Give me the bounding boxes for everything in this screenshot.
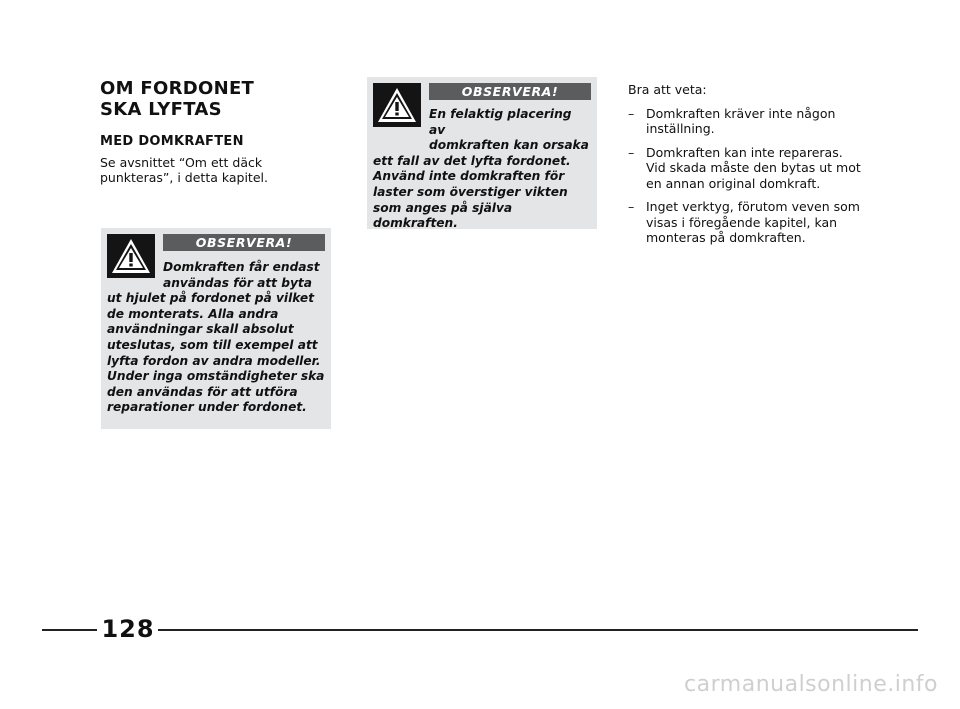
warning-line: ett fall av det lyfta fordonet. xyxy=(373,153,571,168)
warning-line: lyfta fordon av andra modeller. xyxy=(107,353,321,368)
warning-triangle-icon xyxy=(373,83,421,127)
list-item-line: Domkraften kräver inte någon xyxy=(646,105,836,121)
footer-rule-right xyxy=(158,629,918,631)
list-item-line: Inget verktyg, förutom veven som xyxy=(646,199,860,214)
dash-bullet: – xyxy=(628,105,635,121)
warning-line: de monterats. Alla andra xyxy=(107,306,279,321)
warning-line: En felaktig placering av xyxy=(429,107,572,137)
list-item xyxy=(628,145,868,192)
section-title xyxy=(100,78,335,120)
dash-bullet: – xyxy=(628,144,635,160)
warning-line: användas för att byta xyxy=(163,275,312,290)
footer-rule-left xyxy=(42,629,97,631)
info-intro: Bra att veta: xyxy=(628,82,707,97)
title-line-1: OM FORDONET xyxy=(100,78,255,99)
list-item xyxy=(628,106,868,137)
warning-line: den användas för att utföra xyxy=(107,384,298,399)
title-line-2: SKA LYFTAS xyxy=(100,99,222,120)
warning-line: laster som överstiger vikten xyxy=(373,184,568,199)
warning-line: domkraften kan orsaka xyxy=(429,138,589,153)
warning-label: OBSERVERA! xyxy=(429,83,591,100)
section-intro xyxy=(100,78,335,185)
warning-line: domkraften. xyxy=(373,216,458,231)
info-section xyxy=(628,82,868,254)
warning-line: Använd inte domkraften för xyxy=(373,169,565,184)
watermark: carmanualsonline.info xyxy=(684,672,938,697)
warning-label: OBSERVERA! xyxy=(163,234,325,251)
warning-line: Under inga omständigheter ska xyxy=(107,369,325,384)
warning-line: användningar skall absolut xyxy=(107,322,294,337)
list-item-line: inställning. xyxy=(646,121,715,136)
body-line-1: Se avsnittet “Om ett däck xyxy=(100,155,263,170)
list-item xyxy=(628,199,868,246)
warning-box-1 xyxy=(101,228,331,429)
list-item-line: Vid skada måste den bytas ut mot xyxy=(646,160,861,175)
warning-box-2 xyxy=(367,77,597,229)
list-item-line: en annan original domkraft. xyxy=(646,175,821,191)
list-item-line: monteras på domkraften. xyxy=(646,230,806,245)
list-item-line: Domkraften kan inte repareras. xyxy=(646,144,843,160)
body-line-2: punkteras”, i detta kapitel. xyxy=(100,170,268,185)
section-subtitle: MED DOMKRAFTEN xyxy=(100,134,244,149)
warning-line: som anges på själva xyxy=(373,200,513,215)
warning-line: ut hjulet på fordonet på vilket xyxy=(107,291,315,306)
info-list xyxy=(628,106,868,246)
warning-triangle-icon xyxy=(107,234,155,278)
page-number: 128 xyxy=(101,615,155,643)
warning-header xyxy=(373,83,591,133)
warning-line: Domkraften får endast xyxy=(163,260,320,274)
section-body xyxy=(100,155,335,185)
warning-line: uteslutas, som till exempel att xyxy=(107,337,318,352)
warning-header xyxy=(107,234,325,284)
list-item-line: visas i föregående kapitel, kan xyxy=(646,214,838,230)
warning-line: reparationer under fordonet. xyxy=(107,400,307,415)
dash-bullet: – xyxy=(628,199,635,214)
